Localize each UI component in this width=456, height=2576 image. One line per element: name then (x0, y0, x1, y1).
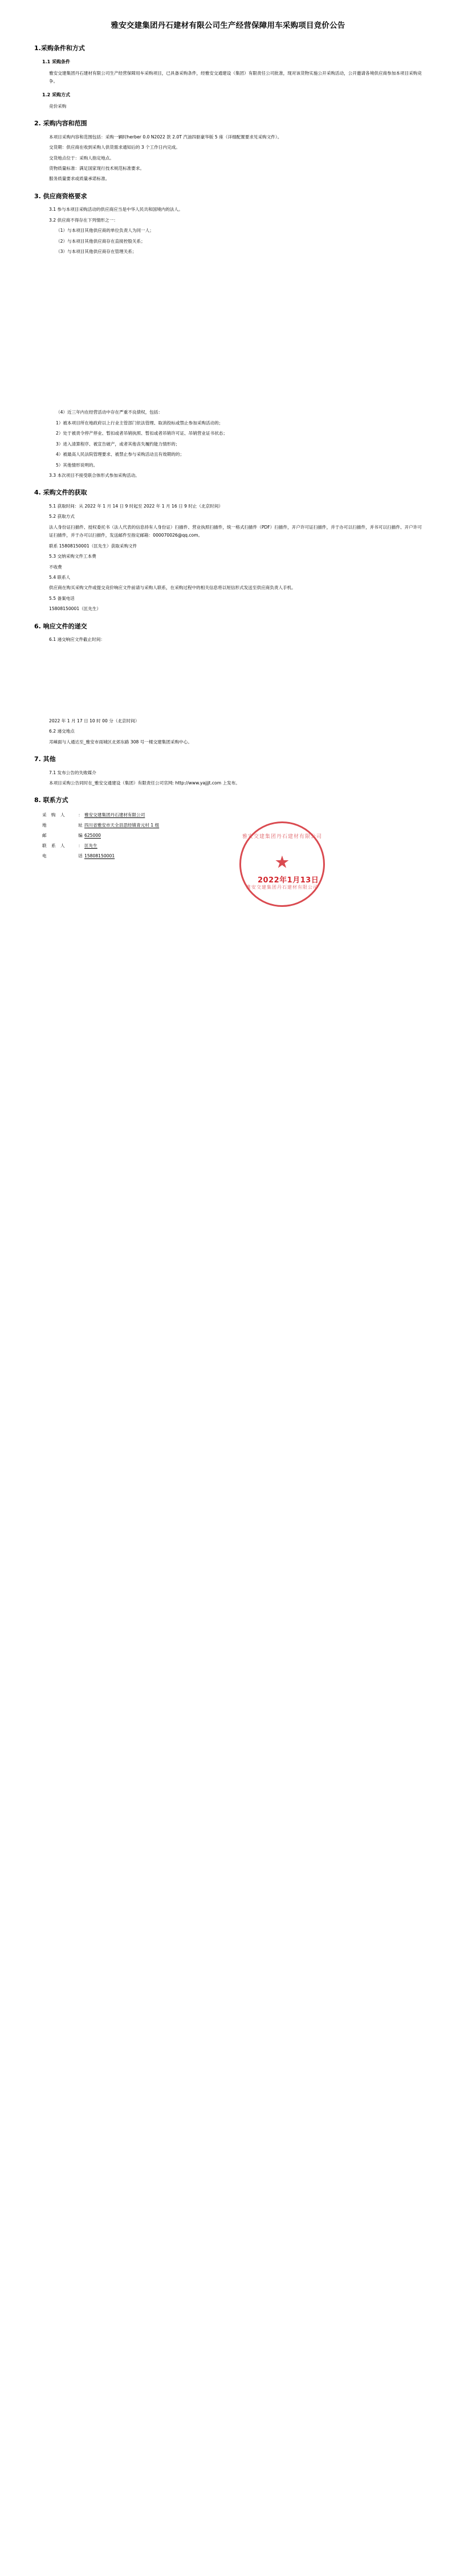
paragraph: 货物质量标准：满足国家现行技术规范标准要求。 (49, 165, 145, 171)
seal-circle (239, 821, 325, 907)
paragraph: 3.1 参与本项目采购活动的供应商应当是中华人民共和国境内的法人。 (49, 207, 183, 212)
contact-value (83, 810, 160, 820)
contact-label: 邮 (42, 832, 48, 838)
paragraph: 6.2 递交地点 (49, 729, 75, 734)
blank-space (34, 647, 422, 715)
paragraph: 竞价采购 (49, 103, 67, 109)
paragraph: 法人身份证扫描件、授权委托书（法人代表的信息持有人身份证）扫描件、营业执照扫描件，统一格式扫描件（PDF）扫描件，开户许可证扫描件，并于办可以扫描件，并书可以扫描件、开户许可证扫描件，并于办可以扫描件，发送邮件至指定邮箱：000070026@qq.com。 (49, 524, 422, 538)
paragraph: 3.3 本次项目不接受联合体形式参加采购活动。 (49, 473, 140, 479)
subsection-heading: 1.2 采购方式 (42, 92, 70, 97)
paragraph: 本项目采购内容和范围包括：采购一辆时herber 0.0 N2022 款 2.0T 汽油四驱豪华版 5 座（详细配置要求见采购文件）。 (49, 134, 282, 140)
paragraph: 1）被本项目所在地政府以上行业主管部门依法管理、取消投标或禁止参加采购活动的； (56, 420, 223, 426)
section-purchase-conditions (34, 43, 422, 111)
paragraph: 交货地点位于：采购人指定地点。 (49, 155, 114, 161)
table-row (42, 810, 160, 820)
page-title: 雅安交建集团丹石建材有限公司生产经营保障用车采购项目竞价公告 (111, 21, 345, 30)
contact-label: 采 购 人 (42, 812, 67, 817)
paragraph: 2）处于被责令停产停业、暂扣或者吊销执照、暂扣或者吊销许可证、吊销营业证书状态； (56, 431, 227, 436)
paragraph: 本项目采购公告同时在_雅安交通建设（集团）有限责任公司官网: http://www.yajjjt.com 上发布。 (49, 780, 240, 786)
paragraph: 5.1 获取时间：从 2022 年 1 月 14 日 9 时起至 2022 年 1 月 16 日 9 时止（北京时间） (49, 504, 223, 509)
section-supplier-qualification (34, 191, 422, 480)
section-heading: 2. 采购内容和范围 (34, 120, 87, 128)
paragraph: （2）与本项目其他供应商存在直接控股关系； (56, 238, 145, 244)
paragraph: （1）与本项目其他供应商的单位负责人为同一人； (56, 228, 154, 234)
contact-colon: 址 (78, 822, 83, 828)
paragraph: 3）进入清算程序、被宣告破产，或者其他丧失履约能力情形的； (56, 441, 180, 447)
paragraph: 邛崃面与人通达至_雅安市雨城区北郊东路 308 号一楼交建集团采购中心。 (49, 739, 192, 745)
section-heading: 1.采购条件和方式 (34, 44, 85, 52)
paragraph: 5.3 交纳采购文件工本费 (49, 554, 96, 559)
company-seal (34, 821, 422, 918)
star-icon: ★ (274, 852, 290, 873)
section-heading: 8. 联系方式 (34, 796, 68, 804)
section-heading: 7. 其他 (34, 755, 56, 763)
paragraph: 6.1 递交响应文件截止时间： (49, 637, 105, 643)
contact-value-text: 四川省雅安市天全县思经镇青元村 1 组 (84, 822, 160, 828)
section-heading: 4. 采购文件的获取 (34, 489, 87, 497)
blank-space (34, 258, 422, 406)
seal-bottom-text: 雅安交建集团丹石建材有限公司 (246, 884, 318, 890)
section-document-acquisition (34, 488, 422, 613)
paragraph: （4）近三年内在经营活动中存在严重不良债权，包括： (56, 410, 163, 415)
paragraph: 2022 年 1 月 17 日 10 时 00 分（北京时间） (49, 718, 140, 723)
paragraph: 15808150001（匡先生） (49, 606, 101, 612)
contact-label: 联 系 人 (42, 843, 67, 848)
seal-top-text: 雅安交建集团丹石建材有限公司 (242, 833, 322, 840)
section-heading: 6. 响应文件的递交 (34, 622, 87, 630)
section-heading: 3. 供应商资格要求 (34, 192, 87, 200)
paragraph: 联系 15808150001（匡先生）获取采购文件 (49, 543, 137, 549)
paragraph: 5.4 联系人 (49, 574, 71, 580)
section-other (34, 754, 422, 787)
contact-colon: ： (78, 843, 83, 848)
contact-value-text: 625000 (84, 832, 101, 838)
contact-label: 地 (42, 822, 48, 828)
contact-value-text: 雅安交建集团丹石建材有限公司 (84, 812, 145, 817)
seal-date: 2022年1月13日 (258, 876, 319, 885)
contact-value-text: 匡先生 (84, 843, 97, 848)
contact-label: 电 (42, 853, 48, 858)
paragraph: 服务质量要求或质量承诺标准。 (49, 176, 110, 182)
paragraph: 雅安交建集团丹石建材有限公司生产经营保障用车采购项目，已具备采购条件，经雅安交通建设（集团）有限责任公司批准，现对该货物实施公开采购活动，公开邀请各境供应商参加本项目采购竞争。 (49, 71, 422, 84)
paragraph: 交货期：供应商在收到采购人供货需求通知后的 3 个工作日内完成。 (49, 145, 180, 150)
paragraph: 5.5 备案电话 (49, 595, 75, 601)
paragraph: 4）被最高人民法院管理要求、被禁止参与采购活动且有效期的的； (56, 452, 185, 457)
subsection-heading: 1.1 采购条件 (42, 59, 70, 65)
paragraph: 3.2 供应商不得存在下列情形之一： (49, 217, 118, 223)
paragraph: 7.1 发布公告的失败媒介 (49, 770, 96, 775)
contact-colon: 话 (78, 853, 83, 858)
paragraph: 5）其他情形说明的。 (56, 462, 98, 468)
contact-colon: 编 (78, 832, 83, 838)
paragraph: 供应商在购买采购文件或提交竞价响应文件前请与采购人联系，在采购过程中的相关信息将以短信形式发送至供应商负责人手机。 (49, 585, 296, 591)
section-response-submission (34, 621, 422, 746)
contact-value-text: 15808150001 (84, 853, 115, 858)
paragraph: 不收费 (49, 564, 62, 570)
paragraph: （3）与本项目其他供应商存在管理关系； (56, 249, 137, 255)
paragraph: 5.2 获取方式 (49, 514, 75, 520)
section-scope (34, 118, 422, 183)
contact-colon: ： (78, 812, 83, 817)
